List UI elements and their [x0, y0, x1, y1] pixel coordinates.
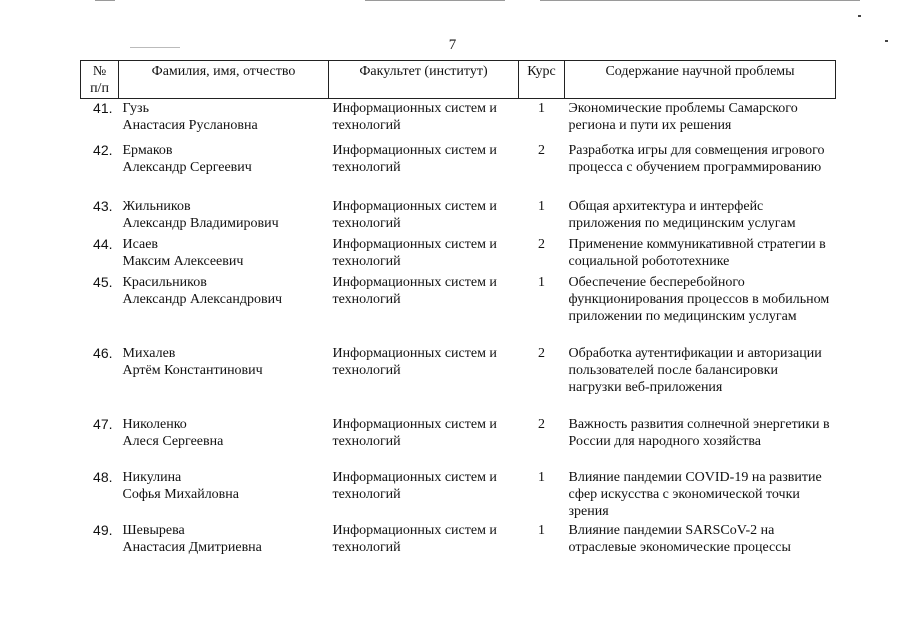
table-row [81, 235, 836, 273]
course-cell: 1 [538, 522, 545, 538]
header-faculty: Факультет (институт) [329, 61, 519, 99]
topic-cell: Влияние пандемии SARSCoV-2 на отраслевые экономические процессы [568, 522, 791, 555]
student-surname: Ермаков [122, 142, 173, 158]
student-name [119, 99, 329, 141]
header-topic: Содержание научной проблемы [565, 61, 836, 99]
course-cell: 2 [538, 236, 545, 252]
student-name [119, 468, 329, 521]
faculty-cell: Информационных систем и технологий [332, 142, 497, 175]
student-surname: Никулина [122, 469, 182, 485]
student-surname: Гузь [122, 101, 149, 116]
scan-artifact-line [540, 0, 860, 1]
course-cell: 2 [538, 416, 545, 432]
row-number: 41. [93, 100, 113, 116]
student-given-names: Александр Александрович [122, 291, 283, 307]
table-header-row [81, 61, 836, 99]
student-given-names: Александр Сергеевич [122, 159, 252, 175]
scan-artifact-line [95, 0, 115, 1]
table-row [81, 344, 836, 415]
course-cell: 2 [538, 142, 545, 158]
faculty-cell: Информационных систем и технологий [332, 416, 497, 449]
student-name [119, 344, 329, 415]
course-cell: 1 [538, 469, 545, 485]
faculty-cell: Информационных систем и технологий [332, 345, 497, 378]
student-surname: Шевырева [122, 522, 185, 538]
students-table [80, 60, 836, 559]
student-surname: Николенко [122, 416, 187, 432]
table-row [81, 197, 836, 235]
course-cell: 1 [538, 198, 545, 214]
row-number: 46. [93, 344, 113, 361]
topic-cell: Экономические проблемы Самарского региона и пути их решения [568, 101, 798, 133]
student-name [119, 197, 329, 235]
table-row [81, 468, 836, 521]
student-given-names: Максим Алексеевич [122, 253, 244, 269]
row-number: 49. [93, 521, 113, 538]
table-row [81, 273, 836, 344]
course-cell: 2 [538, 345, 545, 361]
scan-artifact-line [365, 0, 505, 1]
row-number: 44. [93, 235, 113, 252]
student-surname: Михалев [122, 345, 176, 361]
table-row [81, 415, 836, 468]
topic-cell: Важность развития солнечной энергетики в России для народного хозяйства [568, 416, 830, 449]
table-row [81, 99, 836, 141]
table-row [81, 141, 836, 197]
row-number: 43. [93, 197, 113, 214]
student-given-names: Алеся Сергеевна [122, 433, 224, 449]
student-given-names: Александр Владимирович [122, 215, 279, 231]
student-surname: Жильников [122, 198, 191, 214]
topic-cell: Общая архитектура и интерфейс приложения по медицинским услугам [568, 198, 796, 231]
row-number: 45. [93, 273, 113, 290]
header-course: Курс [519, 61, 565, 99]
topic-cell: Обеспечение бесперебойного функционирования процессов в мобильном приложении по медицинским услугам [568, 274, 830, 324]
header-name: Фамилия, имя, отчество [119, 61, 329, 99]
table-row [81, 521, 836, 559]
topic-cell: Влияние пандемии COVID-19 на развитие сфер искусства с экономической точки зрения [568, 469, 822, 519]
student-given-names: Анастасия Руслановна [122, 118, 258, 133]
faculty-cell: Информационных систем и технологий [332, 236, 497, 269]
student-name [119, 273, 329, 344]
row-number: 42. [93, 141, 113, 158]
header-num: № п/п [81, 61, 119, 99]
faculty-cell: Информационных систем и технологий [332, 522, 497, 555]
faculty-cell: Информационных систем и технологий [332, 274, 497, 307]
student-name [119, 235, 329, 273]
student-given-names: Анастасия Дмитриевна [122, 539, 262, 555]
course-cell: 1 [538, 274, 545, 290]
student-given-names: Софья Михайловна [122, 486, 239, 502]
faculty-cell: Информационных систем и технологий [332, 101, 497, 133]
page-number: 7 [448, 37, 457, 53]
topic-cell: Разработка игры для совмещения игрового процесса с обучением программированию [568, 142, 825, 175]
student-name [119, 415, 329, 468]
row-number: 47. [93, 415, 113, 432]
student-surname: Исаев [122, 236, 159, 252]
faculty-cell: Информационных систем и технологий [332, 469, 497, 502]
student-name [119, 521, 329, 559]
student-given-names: Артём Константинович [122, 362, 263, 378]
course-cell: 1 [538, 101, 545, 116]
student-name [119, 141, 329, 197]
scan-artifact-dot [858, 15, 861, 17]
topic-cell: Обработка аутентификации и авторизации пользователей после балансировки нагрузки веб-приложения [568, 345, 822, 395]
topic-cell: Применение коммуникативной стратегии в социальной робототехнике [568, 236, 826, 269]
row-number: 48. [93, 468, 113, 485]
student-surname: Красильников [122, 274, 207, 290]
faculty-cell: Информационных систем и технологий [332, 198, 497, 231]
